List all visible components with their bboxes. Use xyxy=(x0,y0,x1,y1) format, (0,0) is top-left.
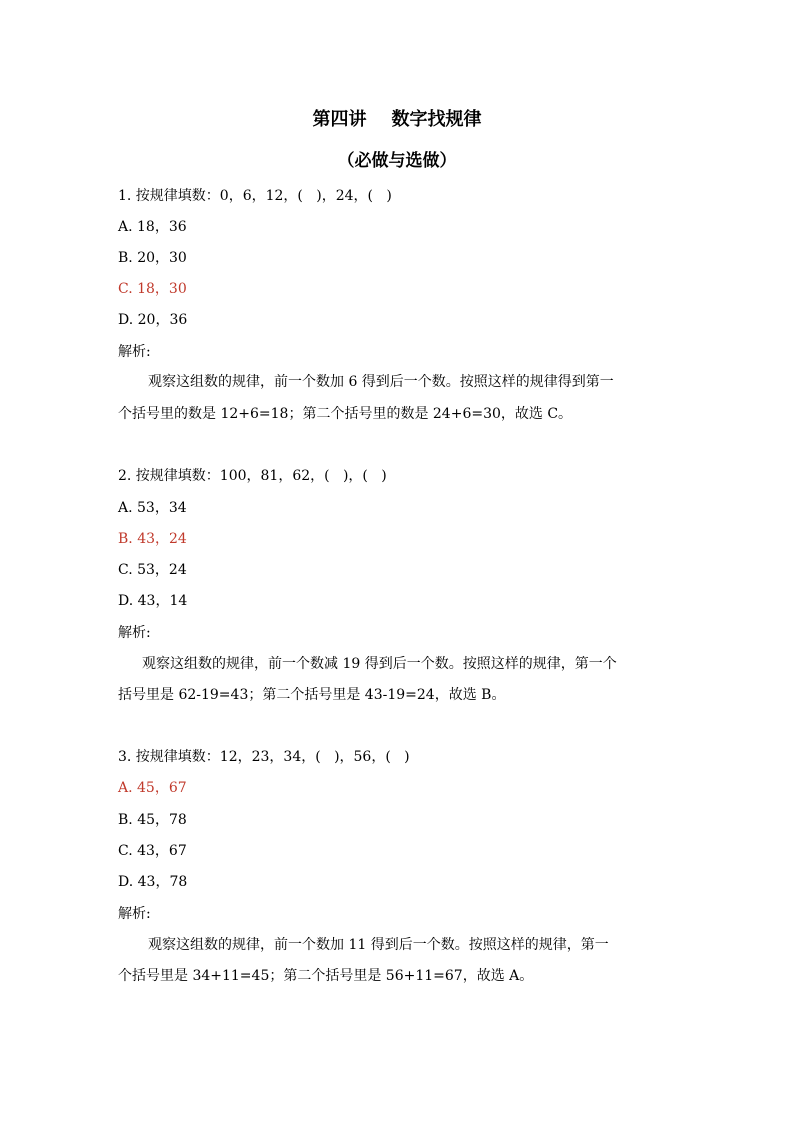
question-1-analysis-line2: 个括号里的数是 12+6=18；第二个括号里的数是 24+6=30，故选 C。 xyxy=(118,406,573,422)
question-3-stem: 3. 按规律填数：12，23，34，( )，56，( ) xyxy=(118,749,410,765)
question-1-analysis-line1: 观察这组数的规律，前一个数加 6 得到后一个数。按照这样的规律得到第一 xyxy=(148,374,614,390)
question-1-option-a: A. 18，36 xyxy=(118,219,187,235)
question-3-option-d: D. 43，78 xyxy=(118,874,188,890)
question-3-analysis-line1: 观察这组数的规律，前一个数加 11 得到后一个数。按照这样的规律，第一 xyxy=(148,937,609,953)
question-3-analysis-label: 解析: xyxy=(118,906,151,922)
question-3-option-b: B. 45，78 xyxy=(118,812,187,828)
question-1-option-b: B. 20，30 xyxy=(118,250,187,266)
page-subtitle: （必做与选做） xyxy=(337,151,457,171)
question-1-option-d: D. 20，36 xyxy=(118,312,188,328)
question-2-analysis-line2: 括号里是 62-19=43；第二个括号里是 43-19=24，故选 B。 xyxy=(118,687,506,703)
question-2-stem: 2. 按规律填数：100，81，62，( )，( ) xyxy=(118,468,387,484)
question-1-stem: 1. 按规律填数：0，6，12，( )，24，( ) xyxy=(118,188,392,204)
question-1-analysis-label: 解析: xyxy=(118,344,151,360)
question-1-option-c: C. 18，30 xyxy=(118,281,187,297)
question-2-analysis-line1: 观察这组数的规律，前一个数减 19 得到后一个数。按照这样的规律，第一个 xyxy=(142,656,617,672)
question-3-option-a: A. 45，67 xyxy=(118,780,187,796)
question-3-option-c: C. 43，67 xyxy=(118,843,187,859)
question-3-analysis-line2: 个括号里是 34+11=45；第二个括号里是 56+11=67，故选 A。 xyxy=(118,968,534,984)
question-2-analysis-label: 解析: xyxy=(118,625,151,641)
question-2-option-b: B. 43，24 xyxy=(118,531,187,547)
question-2-option-d: D. 43，14 xyxy=(118,593,188,609)
question-2-option-a: A. 53，34 xyxy=(118,500,187,516)
page-title: 第四讲 数字找规律 xyxy=(312,109,482,130)
question-2-option-c: C. 53，24 xyxy=(118,562,187,578)
